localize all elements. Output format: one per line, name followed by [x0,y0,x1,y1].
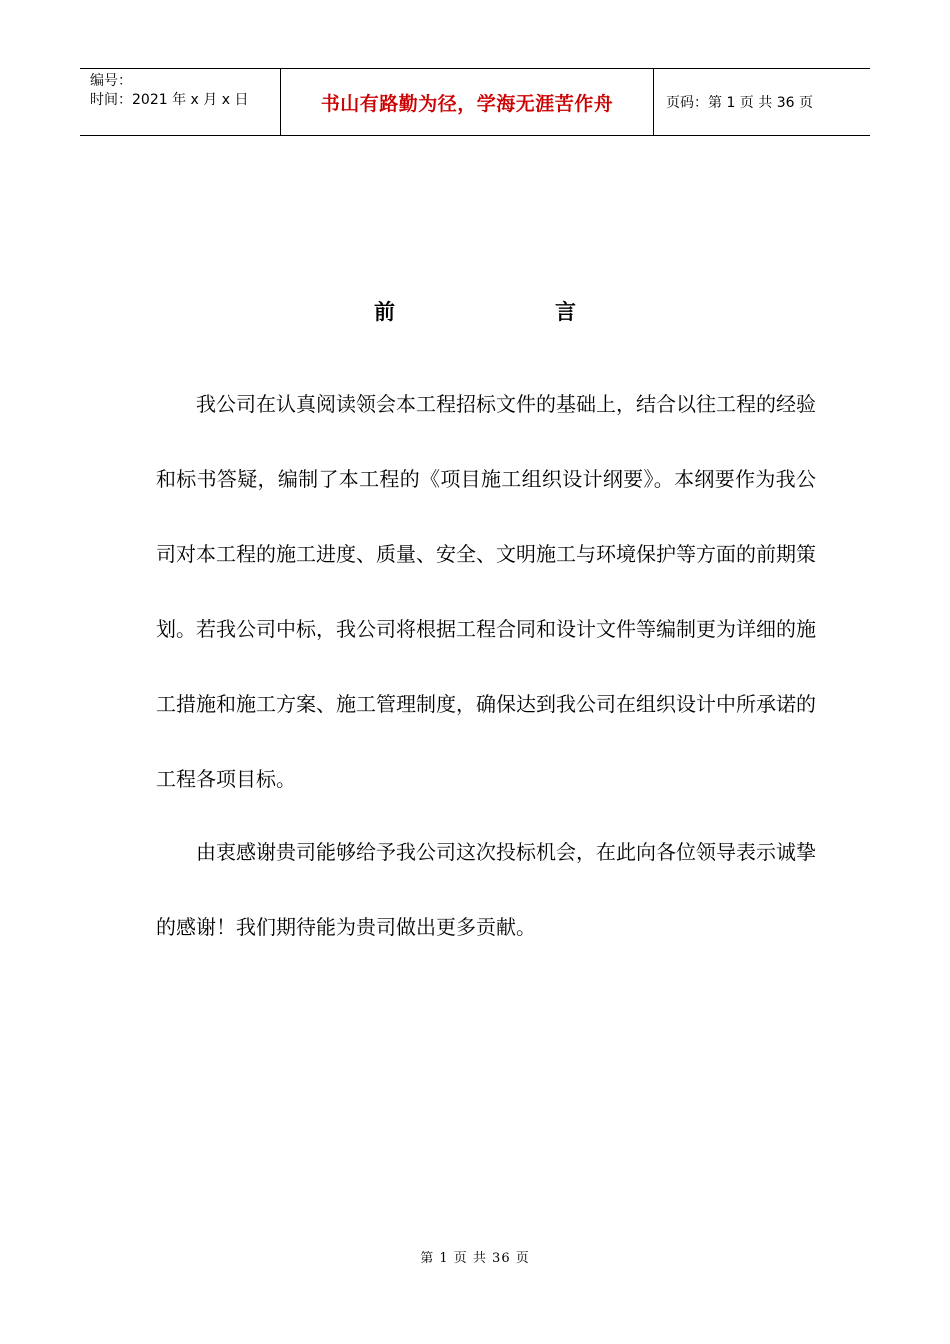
time-label: 时间：2021 年 x 月 x 日 [90,92,249,108]
paragraph-thanks: 由衷感谢贵司能够给予我公司这次投标机会，在此向各位领导表示诚挚的感谢！我们期待能为贵司做出更多贡献。 [156,840,816,939]
header-meta-cell [80,69,281,135]
page-info: 页码：第 1 页 共 36 页 [666,95,813,111]
document-body [156,367,816,965]
motto-text: 书山有路勤为径，学海无涯苦作舟 [320,92,614,115]
header-motto-cell [281,69,654,135]
header-table [80,68,870,136]
number-label: 编号： [90,73,132,89]
header-page-cell [654,69,870,135]
page-title: 前言 [374,299,736,324]
paragraph-intro: 我公司在认真阅读领会本工程招标文件的基础上，结合以往工程的经验和标书答疑，编制了本工程的《项目施工组织设计纲要》。本纲要作为我公司对本工程的施工进度、质量、安全、文明施工与环境保护等方面的前期策划。若我公司中标，我公司将根据工程合同和设计文件等编制更为详细的施工措施和施工方案、施工管理制度，确保达到我公司在组织设计中所承诺的工程各项目标。 [156,392,816,791]
page-footer: 第 1 页 共 36 页 [420,1251,530,1266]
